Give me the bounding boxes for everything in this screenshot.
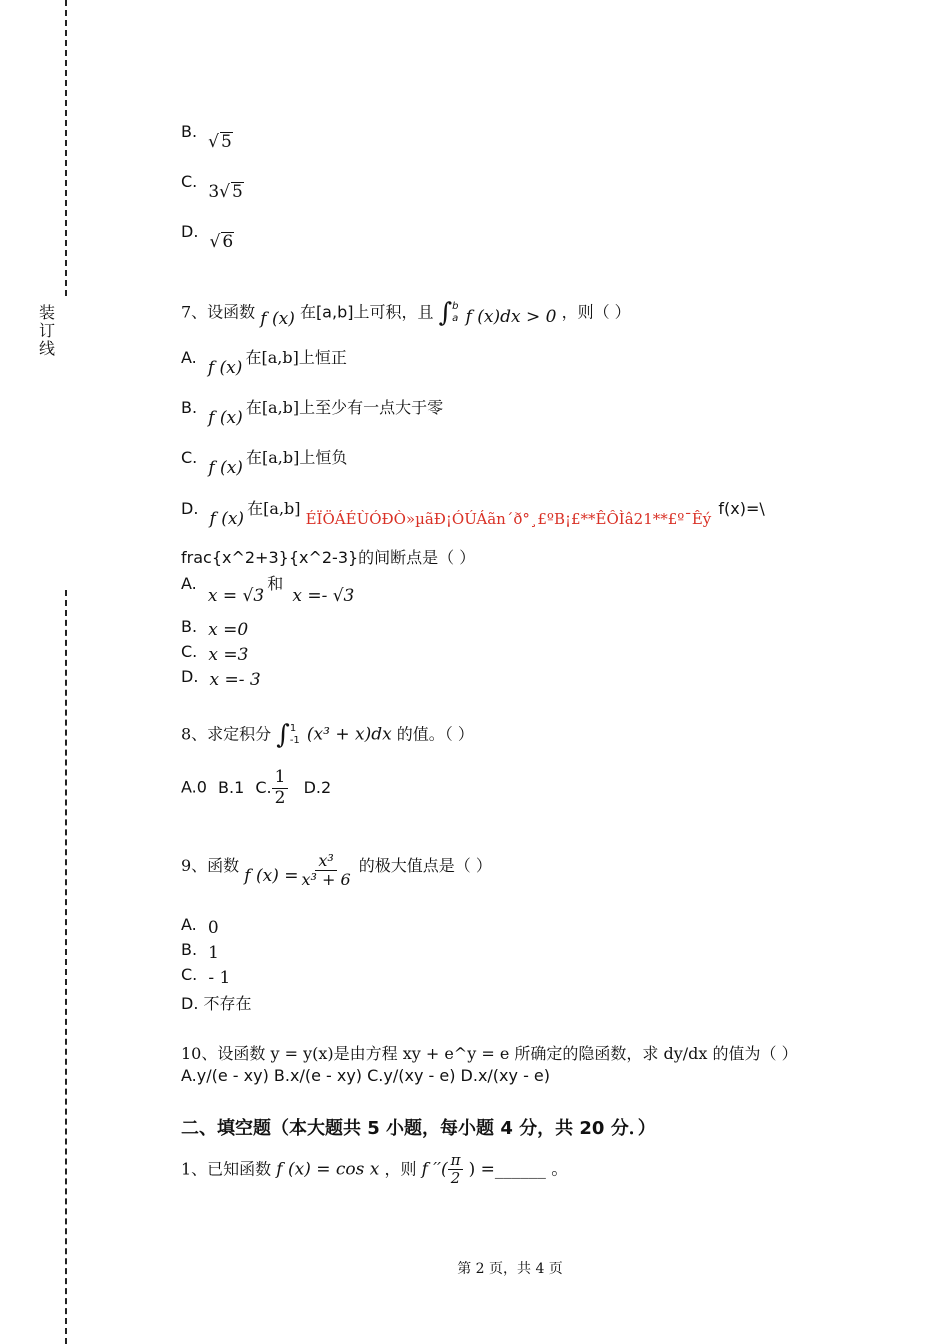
option-math: x =- 3: [209, 670, 261, 690]
option-letter: D.: [181, 499, 199, 518]
q8-option-b: B.1: [218, 777, 245, 797]
fill-q1-then: ，则: [384, 1159, 417, 1179]
q8-option-a: A.0: [181, 777, 207, 797]
q7-option-b: [181, 395, 444, 428]
q7-text2: ，则（ ）: [561, 302, 631, 322]
q6-option-c: [181, 172, 243, 202]
radicand: 5: [221, 132, 232, 152]
option-tail: f(x)=\: [718, 499, 765, 518]
binding-line-bottom: [65, 590, 67, 1344]
q7-option-a: [181, 345, 347, 378]
q6-option-d: [181, 222, 234, 252]
option-letter: C.: [181, 965, 198, 984]
option-letter: D.: [181, 994, 199, 1013]
option-math1: x = √3: [207, 586, 265, 606]
fill-q1-function: f (x) = cos x: [276, 1159, 380, 1180]
option-text: 在[a,b]: [247, 499, 301, 518]
q9-tail: 的极大值点是（ ）: [358, 856, 492, 876]
binding-line-top: [65, 0, 67, 296]
fraction-numerator: 1: [272, 768, 289, 789]
option-fx: f (x): [208, 458, 243, 478]
q6-option-b: [181, 122, 232, 152]
fraction-numerator: π: [448, 1152, 464, 1170]
option-letter: B.: [181, 122, 198, 141]
option-text: 在[a,b]上恒正: [245, 348, 347, 367]
gap-option-b: [181, 617, 249, 640]
q7-option-d: [181, 496, 765, 529]
q8-tail: 的值。（ ）: [396, 724, 474, 744]
option-letter: A.: [181, 348, 197, 367]
q8-options: [181, 768, 331, 808]
q8-integrand: (x³ + x)dx: [306, 724, 392, 745]
q8-stem: [181, 720, 474, 750]
option-fx: f (x): [208, 408, 243, 428]
q8-number: 8、求定积分: [181, 724, 272, 744]
q8-option-c-label: C.: [255, 777, 272, 797]
option-value: 不存在: [203, 994, 252, 1013]
option-math: 3√ 5: [208, 182, 243, 202]
fill-q1: [181, 1152, 568, 1188]
option-letter: C.: [181, 448, 198, 467]
integral-limits: [290, 723, 300, 747]
q7-integrand: f (x)dx > 0: [465, 306, 557, 327]
binding-label: 装 订 线: [38, 303, 55, 358]
fraction-denominator: x³ + 6: [301, 870, 351, 890]
q7-stem: [181, 298, 631, 328]
option-letter: D.: [181, 667, 199, 686]
option-math: x =3: [208, 645, 249, 665]
q10-stem: 10、设函数 y = y(x)是由方程 xy + e^y = e 所确定的隐函数，求 dy/dx 的值为（ ）: [181, 1044, 798, 1063]
option-letter: A.: [181, 574, 197, 593]
fraction-denominator: 2: [274, 787, 286, 808]
option-text: 在[a,b]上至少有一点大于零: [245, 398, 444, 417]
option-letter: B.: [181, 398, 198, 417]
fill-q1-after: ) =______ 。: [468, 1159, 569, 1180]
gap-option-d: [181, 667, 261, 690]
integral-limits: [452, 301, 458, 325]
q9-option-b: [181, 940, 219, 963]
fraction-numerator: x³: [315, 852, 336, 871]
fraction-denominator: 2: [450, 1169, 461, 1188]
option-letter: B.: [181, 940, 198, 959]
integral-sign: ∫: [438, 298, 453, 328]
q7-text1: 在[a,b]上可积，且: [299, 302, 434, 322]
gap-question-stem: frac{x^2+3}{x^2-3}的间断点是（ ）: [181, 548, 476, 567]
integral-upper: 1: [289, 723, 297, 734]
fill-q1-prefix: 1、已知函数: [181, 1159, 272, 1179]
q9-fraction: [298, 852, 353, 890]
q7-number: 7、设函数: [181, 302, 256, 322]
fill-q1-fraction: [448, 1152, 464, 1188]
option-value: - 1: [208, 968, 231, 988]
option-letter: D.: [181, 222, 199, 241]
page-footer: 第 2 页，共 4 页: [457, 1261, 563, 1277]
section-heading: 二、填空题（本大题共 5 小题，每小题 4 分，共 20 分．）: [181, 1118, 656, 1139]
q7-option-c: [181, 445, 348, 478]
q7-fx: f (x): [260, 308, 295, 329]
q9-stem: [181, 852, 492, 890]
garbled-text: ÉÏÖÁÉÙÓÐÒ»µãÐ¡ÓÚÁãn´ð°¸£ºB¡£**ÊÔÌâ21**£º¯Êý: [305, 510, 712, 528]
option-letter: C.: [181, 172, 198, 191]
option-math: x =0: [208, 620, 249, 640]
q8-option-c-fraction: [272, 768, 289, 808]
q9-option-d: [181, 991, 252, 1014]
q9-number: 9、函数: [181, 856, 240, 876]
option-letter: B.: [181, 617, 198, 636]
q10-options: A.y/(e - xy) B.x/(e - xy) C.y/(xy - e) D.x/(xy - e): [181, 1066, 551, 1085]
option-text: 在[a,b]上恒负: [246, 448, 348, 467]
option-letter: C.: [181, 642, 198, 661]
fill-q1-f: f ′′(: [421, 1159, 448, 1180]
option-math: √ 5: [208, 132, 232, 152]
q9-option-a: [181, 915, 219, 938]
integral-sign: ∫: [276, 720, 290, 750]
gap-option-c: [181, 642, 249, 665]
option-math: √ 6: [209, 232, 234, 252]
radicand: 6: [222, 232, 234, 252]
option-fx: f (x): [209, 509, 245, 529]
q9-option-c: [181, 965, 231, 988]
option-mid: 和: [267, 574, 284, 593]
q8-option-d: D.2: [303, 777, 332, 797]
option-letter: A.: [181, 915, 197, 934]
option-value: 0: [207, 918, 219, 938]
option-math2: x =- √3: [292, 586, 355, 606]
integral-lower: a: [452, 313, 459, 324]
option-value: 1: [208, 943, 219, 963]
radicand: 5: [232, 182, 243, 202]
option-fx: f (x): [207, 358, 243, 378]
integral-upper: b: [452, 301, 459, 312]
gap-option-a: [181, 571, 355, 606]
integral-lower: -1: [289, 735, 300, 746]
q9-lhs: f (x) =: [244, 866, 299, 887]
